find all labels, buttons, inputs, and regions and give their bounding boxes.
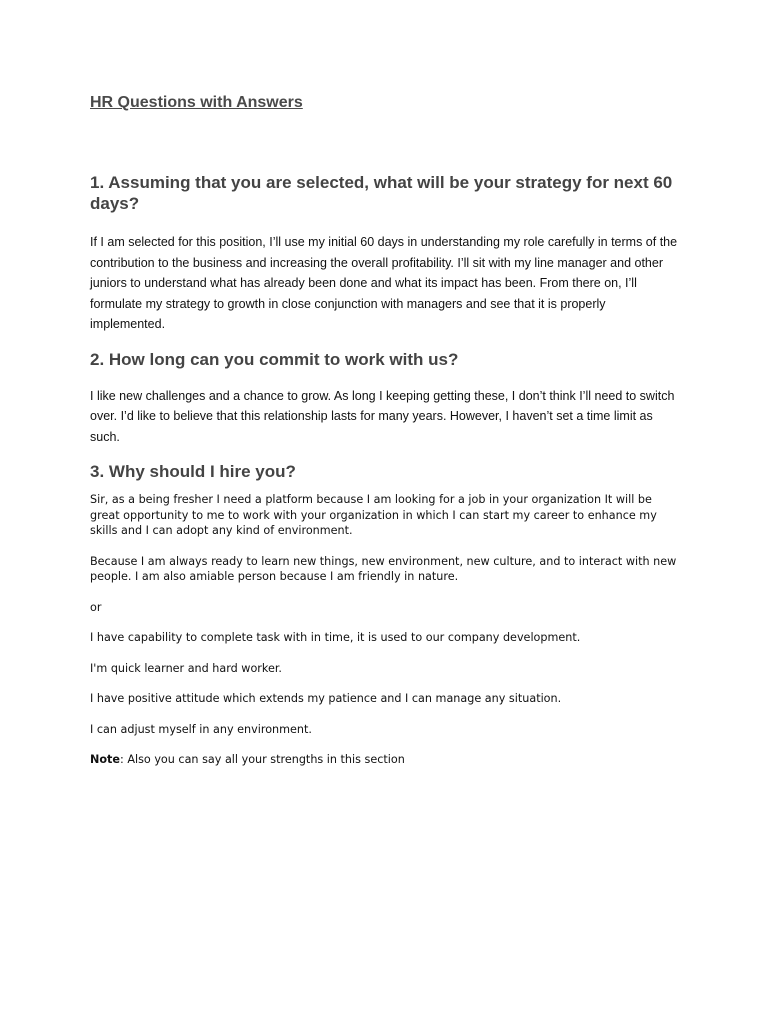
question-3-heading: 3. Why should I hire you? [90, 462, 296, 481]
note-text: : Also you can say all your strengths in this section [120, 753, 405, 766]
question-1-heading: 1. Assuming that you are selected, what will be your strategy for next 60 days? [90, 173, 673, 213]
question-2-heading: 2. How long can you commit to work with us? [90, 349, 459, 369]
question-3-answer-6: I can adjust myself in any environment. [90, 722, 312, 736]
note-label: Note [90, 753, 120, 766]
question-3-answer-2: Because I am always ready to learn new things, new environment, new culture, and to interact with new people. I am also amiable person because I am friendly in nature. [90, 554, 677, 583]
document-content [90, 92, 682, 783]
question-2-answer: I like new challenges and a chance to grow. As long I keeping getting these, I don’t think I’ll need to switch over. I’d like to believe that this relationship lasts for many years. However, I haven’t set a time limit as such. [90, 388, 675, 444]
question-3-answer-5: I have positive attitude which extends my patience and I can manage any situation. [90, 692, 562, 705]
question-3-note [90, 752, 682, 768]
question-3-answer-3: I have capability to complete task with in time, it is used to our company development. [90, 631, 581, 644]
document-title: HR Questions with Answers [90, 94, 303, 111]
question-3-answer-or: or [90, 600, 102, 614]
question-1-answer: If I am selected for this position, I’ll use my initial 60 days in understanding my role carefully in terms of the contribution to the business and increasing the overall profitability. I’ll sit with my line manager and other juniors to understand what has already been done and what its impact has been. From there on, I’ll formulate my strategy to growth in close conjunction with managers and see that it is properly implemented. [90, 235, 678, 331]
question-3-answer-1: Sir, as a being fresher I need a platform because I am looking for a job in your organization It will be great opportunity to me to work with your organization in which I can start my career to enhance my skills and I can adopt any kind of environment. [90, 493, 657, 537]
question-3-answer-4: I'm quick learner and hard worker. [90, 661, 282, 675]
